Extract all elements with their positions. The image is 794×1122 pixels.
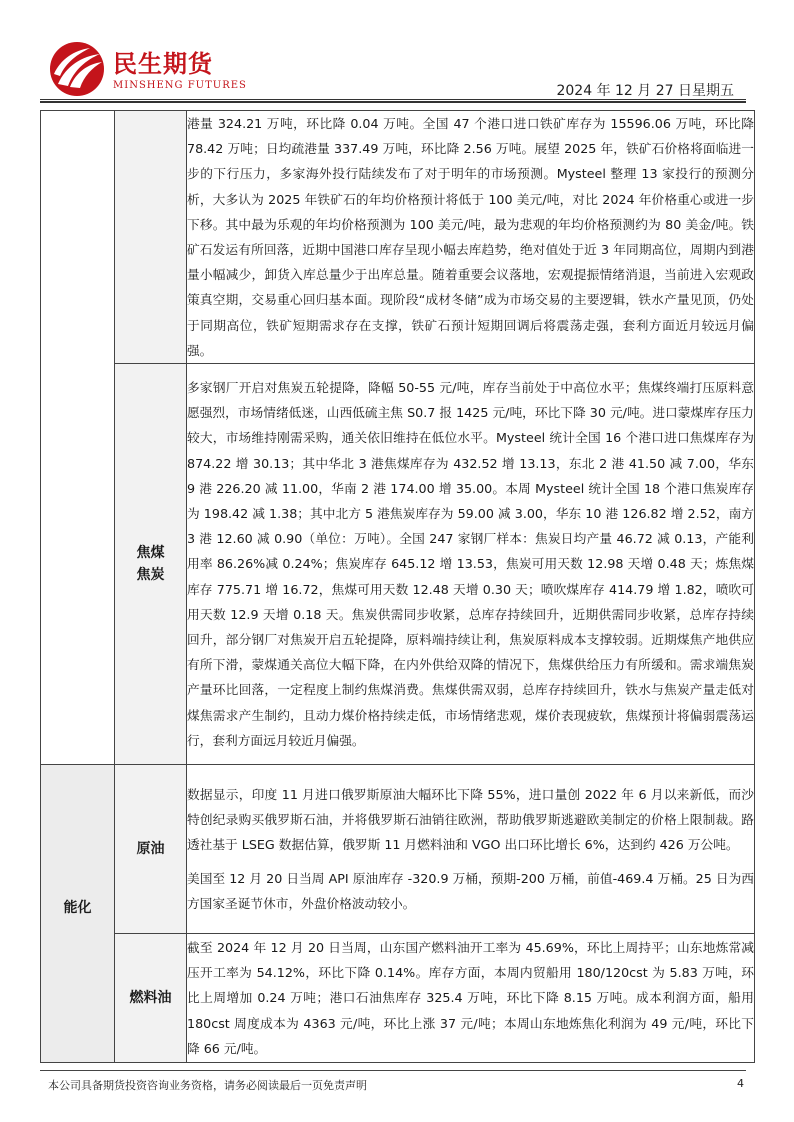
header-rule-thick [40,101,746,103]
commodity-name-cell [115,364,187,765]
table-row-iron-ore [41,111,755,364]
commentary-cell [187,765,755,934]
sector-cell-energy [41,765,115,1063]
commodity-commentary-table [40,110,755,1063]
commodity-name-cell [115,934,187,1063]
iron-ore-commentary: 港量 324.21 万吨，环比降 0.04 万吨。全国 47 个港口进口铁矿库存为 15596.06 万吨，环比降 78.42 万吨；日均疏港量 337.49 万吨，环比降 2.56 万吨。展望 2025 年，铁矿石价格将面临进一步的下行压力，多家海外投行陆续发布了对于明年的市场预测。Mysteel 整理 13 家投行的预测分析，大多认为 2025 年铁矿石的年均价格预计将低于 100 美元/吨，对比 2024 年价格重心或进一步下移。其中最为乐观的年均价格预测为 100 美元/吨，最为悲观的年均价格预测约为 80 美金/吨。铁矿石发运有所回落，近期中国港口库存呈现小幅去库趋势，绝对值处于近 3 年同期高位，周期内到港量小幅减少，卸货入库总量少于出库总量。随着重要会议落地，宏观提振情绪消退，当前进入宏观政策真空期，交易重心回归基本面。现阶段“成材冬储”成为市场交易的主要逻辑，铁水产量见顶，仍处于同期高位，铁矿短期需求存在支撑，铁矿石预计短期回调后将震荡走强，套利方面近月较远月偏强。 [187,116,754,358]
crude-commentary-2: 美国至 12 月 20 日当周 API 原油库存 -320.9 万桶，预期-200 万桶，前值-469.4 万桶。25 日为西方国家圣诞节休市，外盘价格波动较小。 [187,870,754,911]
sector-cell-black [41,111,115,765]
table-row-fuel-oil [41,934,755,1063]
brand-name-en: MINSHENG FUTURES [113,80,247,91]
minsheng-logo-icon [48,40,106,98]
sector-label-energy: 能化 [63,899,92,916]
crude-commentary-1: 数据显示，印度 11 月进口俄罗斯原油大幅环比下降 55%，进口量创 2022 年 6 月以来新低，而沙特创纪录购买俄罗斯石油，并将俄罗斯石油销往欧洲，帮助俄罗斯逃避欧美制定的价格上限制裁。路透社基于 LSEG 数据估算，俄罗斯 11 月燃料油和 VGO 出口环比增长 6%，达到约 426 万公吨。 [187,787,754,853]
commodity-name-cell [115,111,187,364]
commodity-name-cell [115,765,187,934]
commentary-cell [187,111,755,364]
commodity-name-fuel-oil: 燃料油 [129,990,172,1007]
page-header [0,0,794,104]
coking-commentary: 多家钢厂开启对焦炭五轮提降，降幅 50-55 元/吨，库存当前处于中高位水平；焦煤终端打压原料意愿强烈，市场情绪低迷，山西低硫主焦 S0.7 报 1425 元/吨，环比下降 30 元/吨。进口蒙煤库存压力较大，市场维持刚需采购，通关依旧维持在低位水平。Mysteel 统计全国 16 个港口进口焦煤库存为 874.22 增 30.13；其中华北 3 港焦煤库存为 432.52 增 13.13，东北 2 港 41.50 减 7.00，华东 9 港 226.20 减 11.00，华南 2 港 174.00 增 35.00。本周 Mysteel 统计全国 18 个港口焦炭库存为 198.42 减 1.38；其中北方 5 港焦炭库存为 59.00 减 3.00，华东 10 港 126.82 增 2.52，南方 3 港 12.60 减 0.90（单位：万吨）。全国 247 家钢厂样本：焦炭日均产量 46.72 减 0.13，产能利用率 86.26%减 0.24%；焦炭库存 645.12 增 13.53，焦炭可用天数 12.98 天增 0.48 天；炼焦煤库存 775.71 增 16.72，焦煤可用天数 12.48 天增 0.30 天；喷吹煤库存 414.79 增 1.82，喷吹可用天数 12.9 天增 0.18 天。焦炭供需同步收紧，总库存持续回升，近期供需同步收紧，总库存持续回升，部分钢厂对焦炭开启五轮提降，原料端持续让利，焦炭原料成本支撑较弱。近期煤焦产地供应有所下滑，蒙煤通关高位大幅下降，在内外供给双降的情况下，焦煤供给压力有所缓和。需求端焦炭产量环比回落，一定程度上制约焦煤消费。焦煤供需双弱，总库存持续回升，铁水与焦炭产量走低对煤焦需求产生制约，且动力煤价格持续走低，市场情绪悲观，煤价表现疲软，焦煤预计将偏弱震荡运行，套利方面远月较近月偏强。 [187,380,754,748]
brand-name-cn: 民生期货 [113,50,213,78]
report-date: 2024 年 12 月 27 日星期五 [556,83,734,99]
commodity-name-crude: 原油 [136,841,165,858]
commodity-name-coking: 焦煤 焦炭 [136,545,165,584]
footer-rule [40,1070,746,1071]
commentary-cell [187,364,755,765]
page-number: 4 [737,1077,744,1090]
footer-disclaimer: 本公司具备期货投资咨询业务资格，请务必阅读最后一页免责声明 [48,1079,367,1092]
commentary-cell [187,934,755,1063]
fuel-oil-commentary: 截至 2024 年 12 月 20 日当周，山东国产燃料油开工率为 45.69%，环比上周持平；山东地炼常减压开工率为 54.12%，环比下降 0.14%。库存方面，本周内贸船用 180/120cst 为 5.83 万吨，环比上周增加 0.24 万吨；港口石油焦库存 325.4 万吨，环比下降 8.15 万吨。成本利润方面，船用 180cst 周度成本为 4363 元/吨，环比上涨 37 元/吨；本周山东地炼焦化利润为 49 元/吨，环比下降 66 元/吨。 [187,940,754,1056]
header-rule [40,99,746,100]
table-row-crude [41,765,755,934]
table-row-coking [41,364,755,765]
